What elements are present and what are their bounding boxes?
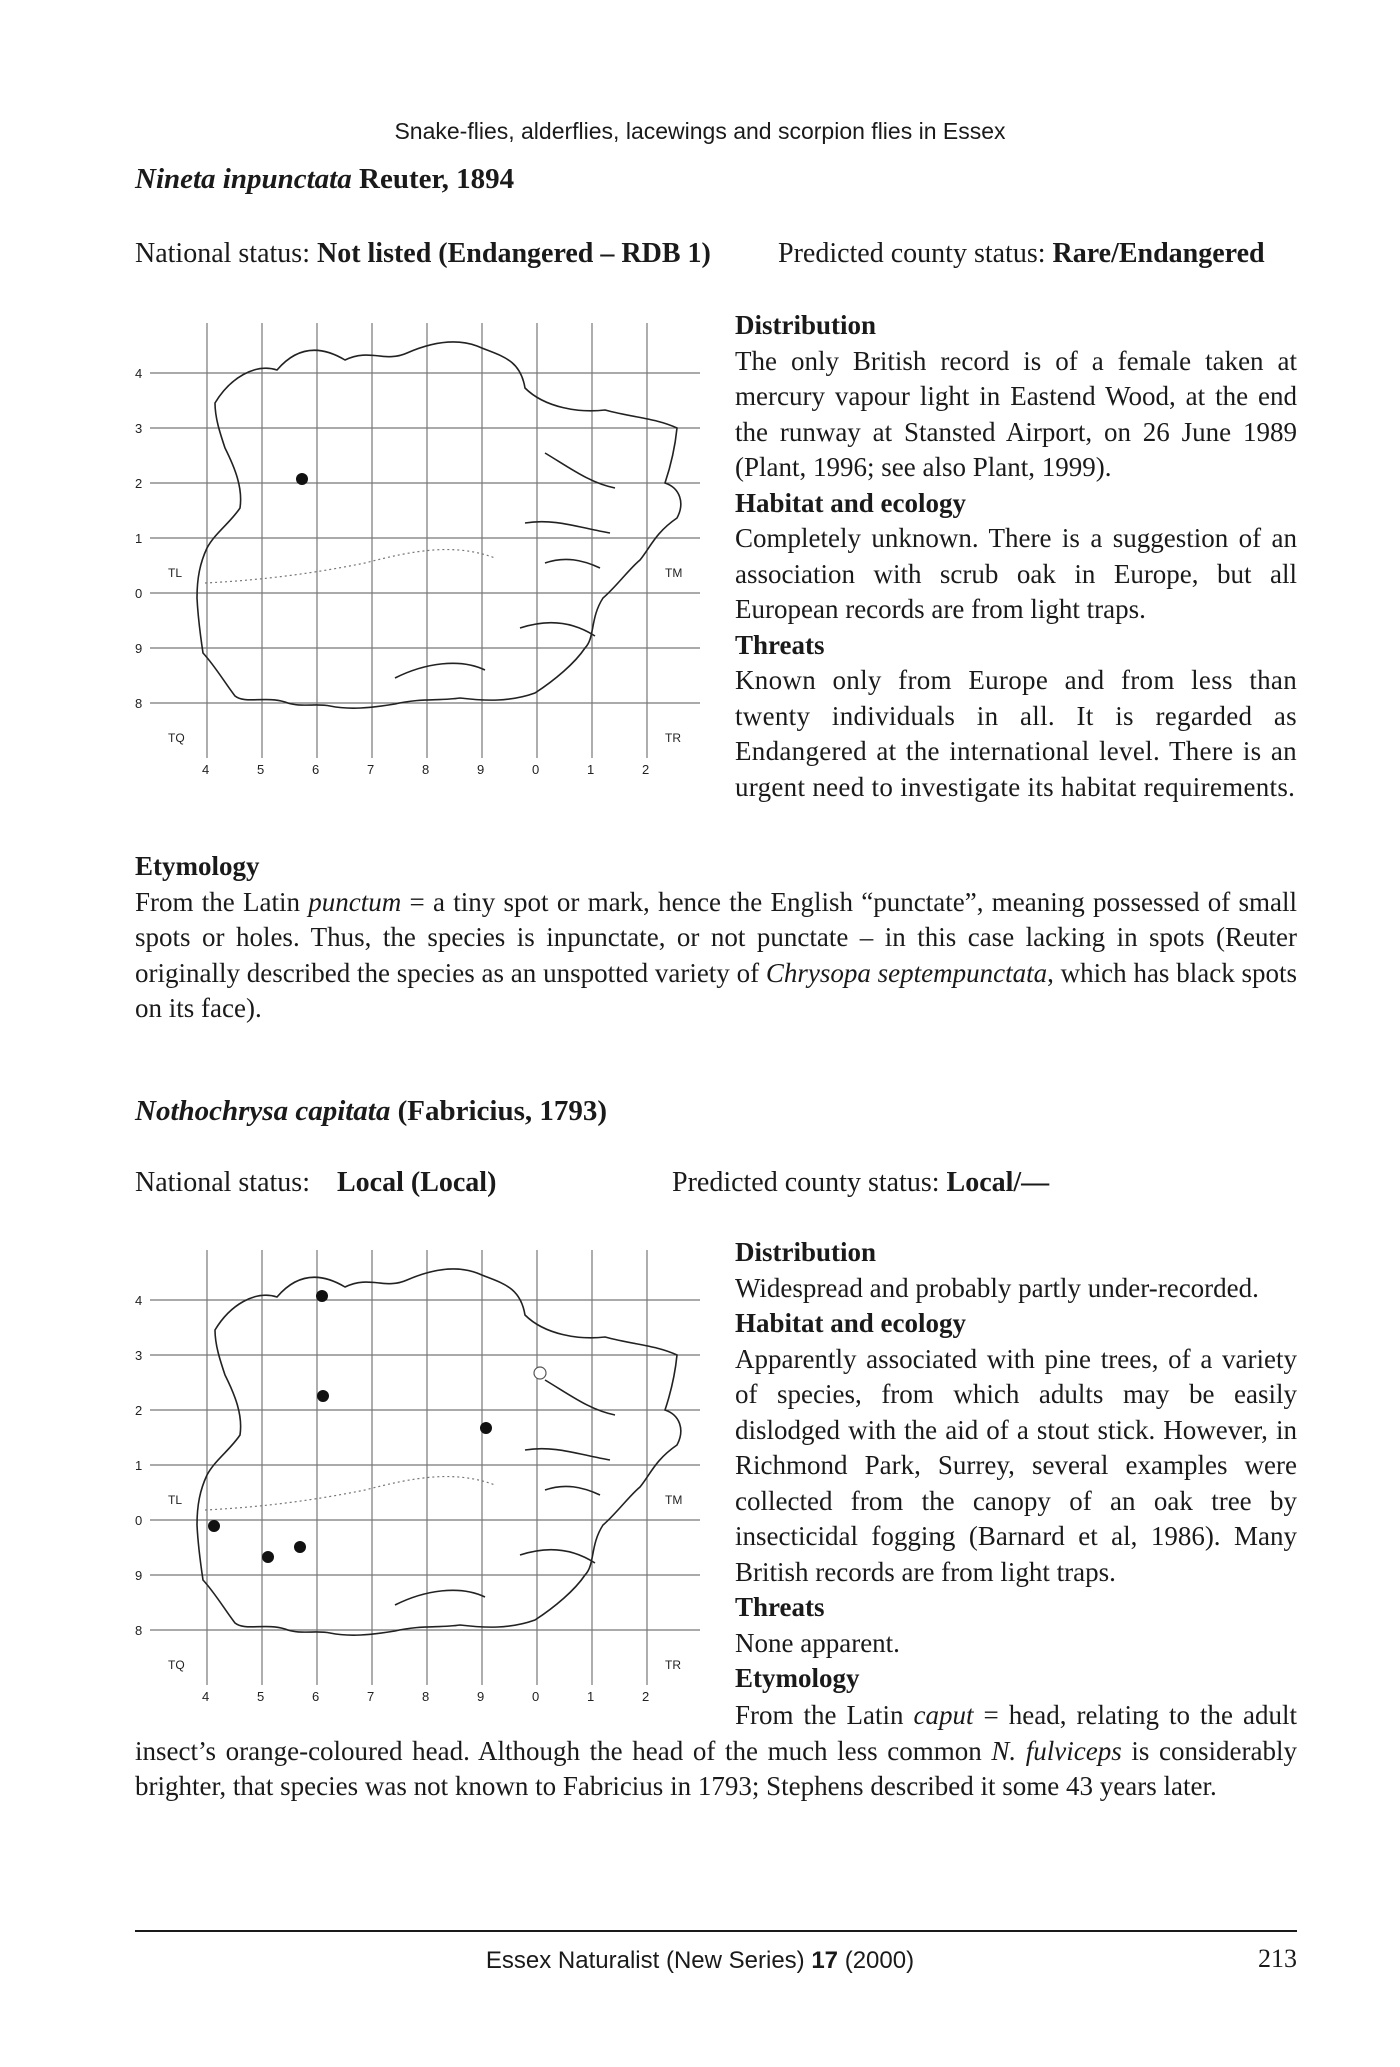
record-dot [317,1390,329,1402]
species-authority: (Fabricius, 1793) [397,1095,608,1127]
y-label: 3 [135,421,143,436]
etymology-heading: Etymology [135,851,260,881]
etymology-part: is considerably brighter, that species was not known to Fabricius in 1793; Stephens described it some 43 years later. [135,1735,1297,1801]
y-label: 1 [135,1458,143,1473]
y-label: 9 [135,1568,143,1583]
etymology-text [135,1698,1297,1805]
county-status-line [672,1167,1049,1199]
habitat-heading: Habitat and ecology [735,487,967,518]
threats-text: Known only from Europe and from less than twenty individuals in all. It is regarded as Endangered at the international level. There is an urgent need to investigate its habitat requirements. [735,665,1297,802]
y-label: 2 [135,1403,143,1418]
square-label: TM [665,566,683,580]
x-label: 1 [587,1689,595,1704]
habitat-text: Completely unknown. There is a suggestion of an association with scrub oak in Europe, but all European records are from light traps. [735,523,1297,624]
county-outline [197,1269,681,1635]
x-label: 4 [202,762,210,777]
species-title [135,1095,607,1128]
old-record-circle [534,1367,546,1379]
boundary-line [205,1477,495,1510]
etymology-part: = head, relating to the adult insect’s orange-coloured head. Although the head of the much less common [135,1700,1297,1766]
x-label: 6 [312,1689,320,1704]
species-1-etymology [135,849,1297,1027]
etymology-part: From the Latin [135,886,309,917]
y-label: 9 [135,641,143,656]
boundary-line [205,550,495,583]
x-label: 1 [587,762,595,777]
etymology-term: caput [913,1700,974,1730]
species-name: Nothochrysa capitata [135,1095,391,1127]
etymology-term: punctum [308,886,402,917]
distribution-text: Widespread and probably partly under-recorded. [735,1272,1259,1303]
county-outline [197,342,681,708]
etymology-heading: Etymology [735,1663,860,1693]
y-label: 3 [135,1348,143,1363]
x-label: 7 [367,1689,375,1704]
etymology-part: From the Latin [735,1700,914,1730]
threats-heading: Threats [735,629,825,660]
x-label: 4 [202,1689,210,1704]
y-label: 0 [135,586,143,601]
x-label: 8 [422,1689,430,1704]
national-status-line [135,238,711,270]
habitat-heading: Habitat and ecology [735,1308,967,1338]
etymology-part: = a tiny spot or mark, hence the English “punctate”, meaning possessed of small spots or holes. Thus, the species is inpunctate, or not punctate – in this case lacking in spots (Reuter originally described the species as an unspotted variety of [135,886,1297,988]
distribution-heading: Distribution [735,310,877,340]
running-head: Snake-flies, alderflies, lacewings and scorpion flies in Essex [394,118,1006,144]
species-2-details [735,1235,1297,1697]
x-label: 2 [642,1689,650,1704]
record-dot [296,473,308,485]
square-label: TM [665,1493,683,1507]
county-status-label: Predicted county status: [778,238,1046,269]
y-label: 8 [135,696,143,711]
distribution-text: The only British record is of a female taken at mercury vapour light in Eastend Wood, at the end the runway at Stansted Airport, on 26 June 1989 (Plant, 1996; see also Plant, 1999). [735,345,1297,482]
x-label: 5 [257,762,265,777]
x-label: 5 [257,1689,265,1704]
x-label: 6 [312,762,320,777]
species-name: Nineta inpunctata [135,163,352,195]
journal-year: (2000) [838,1947,915,1974]
x-label: 8 [422,762,430,777]
record-dot [262,1551,274,1563]
etymology-species: Chrysopa septempunctata [765,957,1048,988]
county-status-value: Local/— [946,1167,1050,1198]
record-dot [208,1520,220,1532]
etymology-part: , which has black spots on its face). [135,957,1297,1023]
journal-footer [0,1947,1400,1975]
y-label: 8 [135,1623,143,1638]
national-status-value: Local (Local) [336,1167,497,1198]
national-status-label: National status: [135,1167,310,1198]
record-dot [480,1422,492,1434]
habitat-text: Apparently associated with pine trees, of a variety of species, from which adults may be easily dislodged with the aid of a stout stick. However, in Richmond Park, Surrey, several examples were collected from the canopy of an oak tree by insecticidal fogging (Barnard et al, 1986). Many British records are from light traps. [735,1343,1297,1587]
distribution-heading: Distribution [735,1237,877,1267]
species-title [135,163,514,196]
x-label: 7 [367,762,375,777]
square-label: TL [168,566,183,580]
distribution-map [125,1245,705,1720]
y-label: 0 [135,1513,143,1528]
y-label: 4 [135,1293,143,1308]
species-1-details [735,308,1297,805]
x-label: 0 [532,1689,540,1704]
x-label: 9 [477,1689,485,1704]
etymology-species: N. fulviceps [991,1735,1122,1766]
x-label: 0 [532,762,540,777]
county-status-line [778,238,1265,270]
footer-rule [135,1930,1297,1932]
square-label: TR [665,1658,681,1672]
square-label: TL [168,1493,183,1507]
record-dot [316,1290,328,1302]
threats-text: None apparent. [735,1627,900,1658]
etymology-text [135,885,1297,1027]
county-status-value: Rare/Endangered [1052,238,1265,269]
threats-heading: Threats [735,1592,825,1622]
square-label: TR [665,731,681,745]
record-dot [294,1541,306,1553]
y-label: 2 [135,476,143,491]
national-status-value: Not listed (Endangered – RDB 1) [316,238,711,269]
distribution-map [125,318,705,793]
journal-name: Essex Naturalist (New Series) [485,1947,812,1974]
square-label: TQ [168,1658,185,1672]
species-authority: Reuter, 1894 [359,163,515,195]
journal-volume: 17 [811,1947,839,1974]
county-status-label: Predicted county status: [672,1167,940,1198]
page-number: 213 [1258,1944,1297,1973]
species-2-etymology [135,1698,1297,1805]
square-label: TQ [168,731,185,745]
y-label: 1 [135,531,143,546]
x-label: 2 [642,762,650,777]
national-status-line [135,1167,496,1199]
y-label: 4 [135,366,143,381]
national-status-label: National status: [135,238,310,269]
x-label: 9 [477,762,485,777]
